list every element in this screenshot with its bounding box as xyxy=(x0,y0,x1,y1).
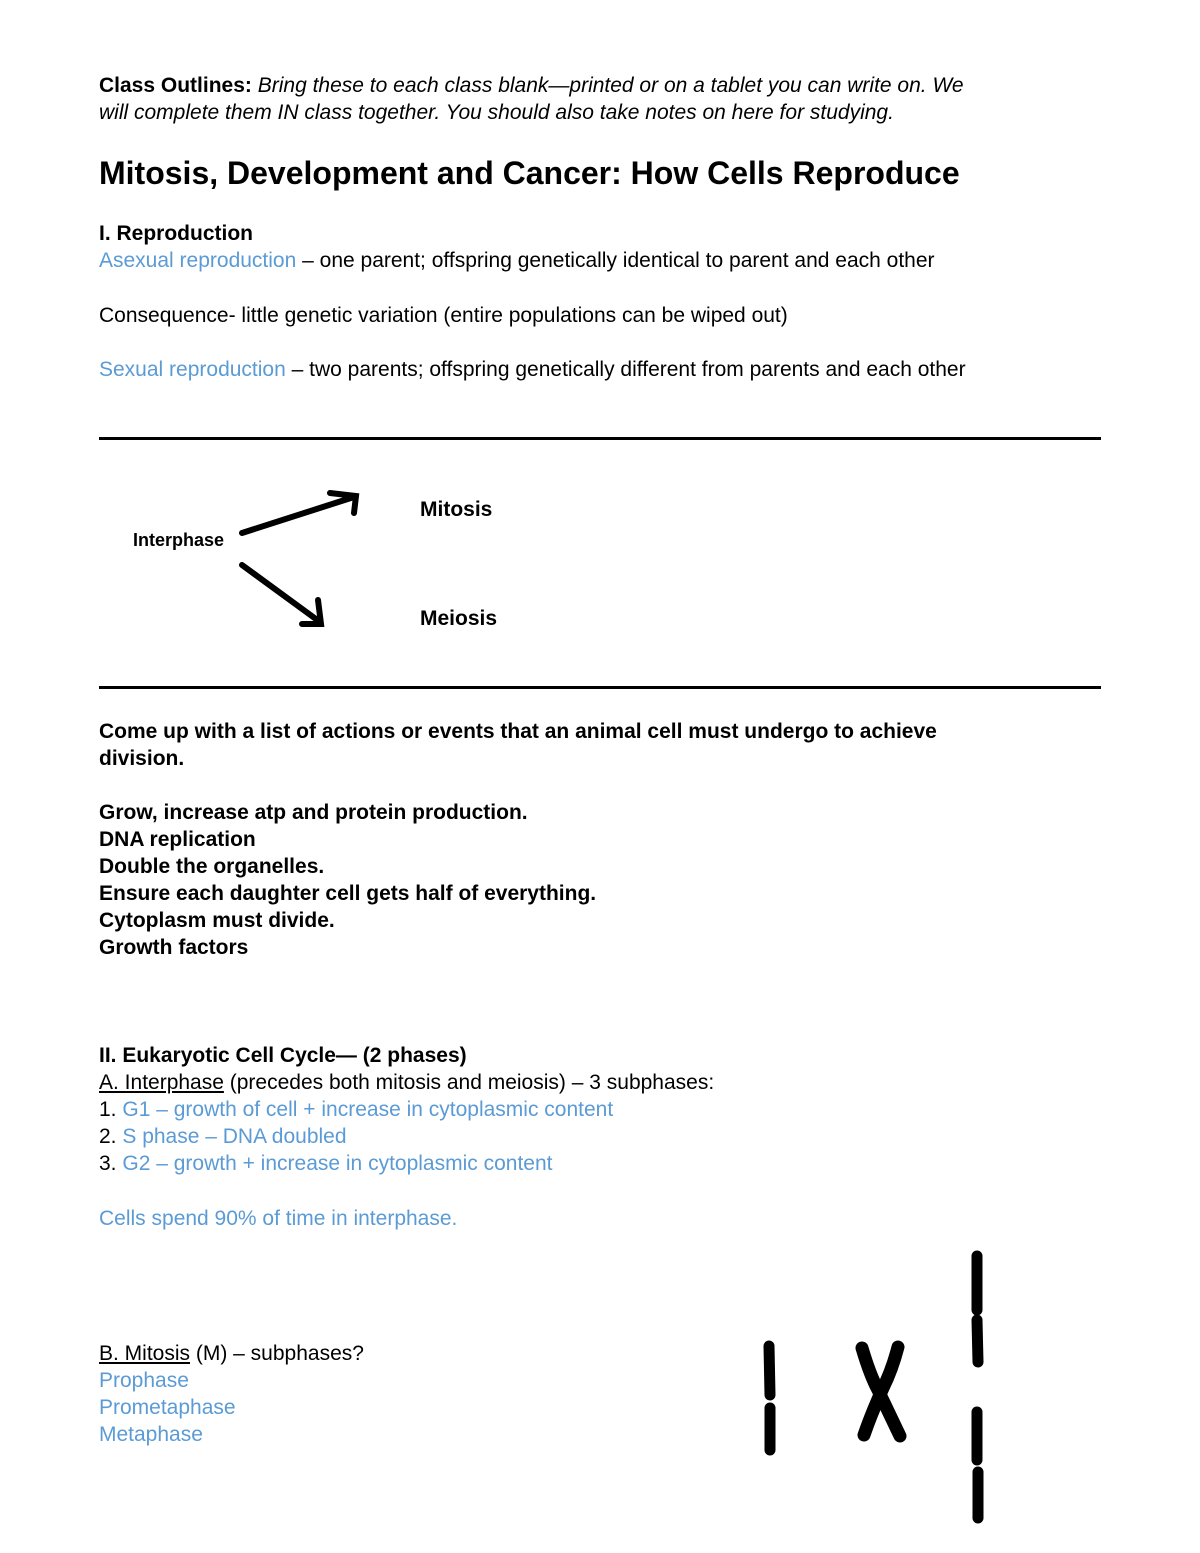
subphase-list xyxy=(99,1096,613,1177)
section-reproduction-heading: I. Reproduction xyxy=(99,222,253,245)
sexual-reproduction-line xyxy=(99,356,966,383)
list-number: 3. xyxy=(99,1152,123,1175)
interphase-label: A. Interphase xyxy=(99,1071,224,1094)
page-title: Mitosis, Development and Cancer: How Cells Reproduce xyxy=(99,155,960,191)
list-item: Prometaphase xyxy=(99,1396,236,1419)
interphase-description: (precedes both mitosis and meiosis) – 3 subphases: xyxy=(223,1071,715,1094)
interphase-line xyxy=(99,1069,714,1096)
list-item xyxy=(99,1096,613,1123)
list-number: 2. xyxy=(99,1125,123,1148)
single-chromosome-icon xyxy=(769,1346,770,1450)
diagram-meiosis-label: Meiosis xyxy=(420,607,498,630)
answer-item: Growth factors xyxy=(99,936,249,959)
prompt-line-1: Come up with a list of actions or events that an animal cell must undergo to achieve xyxy=(99,720,937,743)
mitosis-line xyxy=(99,1340,364,1367)
section-cell-cycle-heading: II. Eukaryotic Cell Cycle— (2 phases) xyxy=(99,1044,467,1067)
list-item: Metaphase xyxy=(99,1423,203,1446)
mitosis-description: (M) – subphases? xyxy=(190,1342,364,1365)
asexual-definition: – one parent; offspring genetically identical to parent and each other xyxy=(296,249,935,272)
answer-list xyxy=(99,799,596,961)
branch-arrows xyxy=(230,485,370,635)
answer-item: Ensure each daughter cell gets half of everything. xyxy=(99,882,597,905)
divider-bottom xyxy=(99,686,1101,689)
class-outlines-text-1: Bring these to each class blank—printed or on a tablet you can write on. We xyxy=(251,74,964,97)
subphase-g1: G1 – growth of cell + increase in cytoplasmic content xyxy=(122,1098,614,1121)
answer-item: Cytoplasm must divide. xyxy=(99,909,335,932)
chromosome-drawings xyxy=(740,1240,1020,1530)
answer-item: Grow, increase atp and protein production. xyxy=(99,801,528,824)
prompt-line-2: division. xyxy=(99,747,185,770)
class-outlines-note xyxy=(99,72,964,99)
arrow-to-meiosis xyxy=(242,565,321,624)
list-item: Prophase xyxy=(99,1369,189,1392)
list-item xyxy=(99,1150,613,1177)
diagram-mitosis-label: Mitosis xyxy=(420,498,493,521)
subphase-s: S phase – DNA doubled xyxy=(122,1125,347,1148)
subphase-g2: G2 – growth + increase in cytoplasmic content xyxy=(122,1152,553,1175)
mitosis-label: B. Mitosis xyxy=(99,1342,191,1365)
interphase-time-note: Cells spend 90% of time in interphase. xyxy=(99,1207,458,1230)
duplicated-chromosome-icon xyxy=(862,1347,900,1436)
divider-top xyxy=(99,437,1101,440)
list-item xyxy=(99,1123,613,1150)
separated-chromatids-icon xyxy=(977,1256,978,1518)
sexual-term: Sexual reproduction xyxy=(99,358,286,381)
answer-item: DNA replication xyxy=(99,828,256,851)
sexual-definition: – two parents; offspring genetically different from parents and each other xyxy=(285,358,966,381)
arrow-to-mitosis xyxy=(242,493,356,533)
answer-item: Double the organelles. xyxy=(99,855,325,878)
class-outlines-text-2: will complete them IN class together. You should also take notes on here for studying. xyxy=(99,101,894,124)
asexual-term: Asexual reproduction xyxy=(99,249,297,272)
list-number: 1. xyxy=(99,1098,123,1121)
diagram-interphase-label: Interphase xyxy=(133,530,225,550)
consequence-line: Consequence- little genetic variation (entire populations can be wiped out) xyxy=(99,304,788,327)
class-outlines-label: Class Outlines: xyxy=(99,74,252,97)
asexual-reproduction-line xyxy=(99,247,935,274)
mitosis-phase-list xyxy=(99,1367,236,1448)
